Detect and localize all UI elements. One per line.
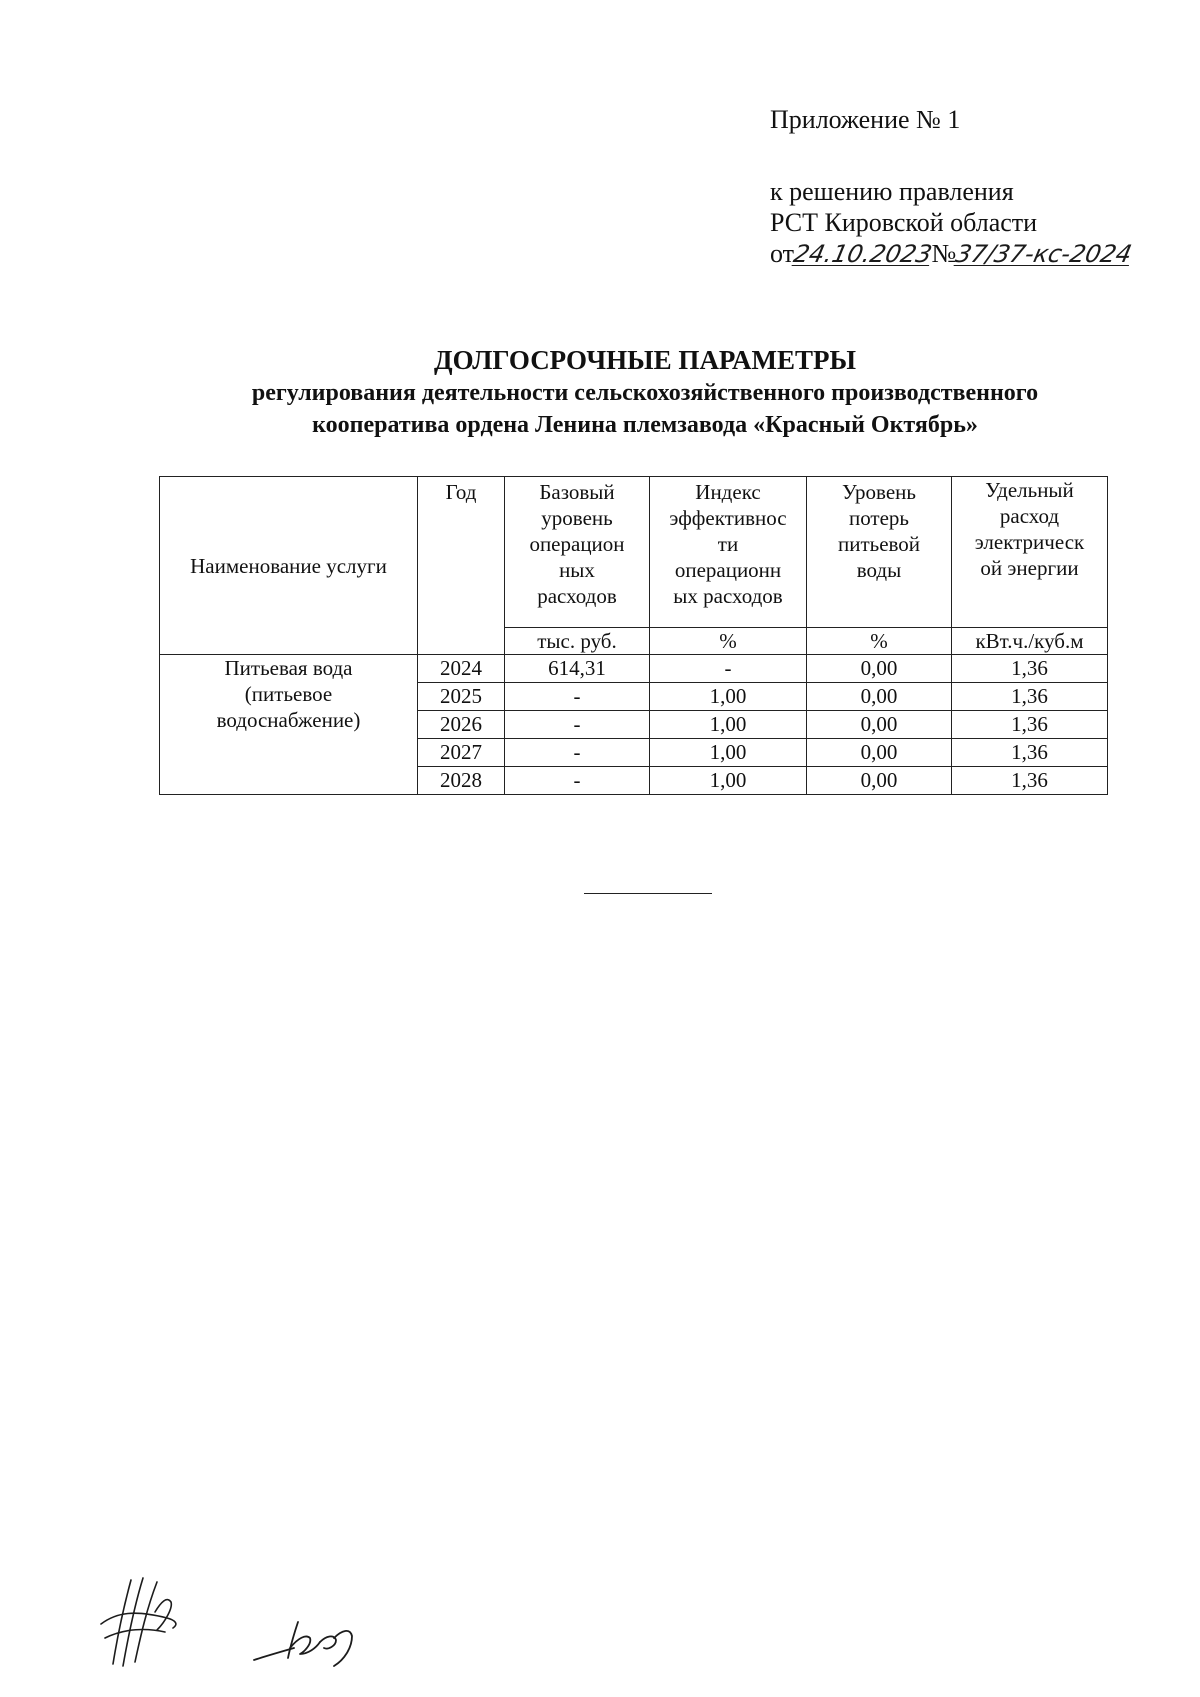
cell-index: - bbox=[650, 655, 807, 683]
signature-right bbox=[250, 1608, 370, 1668]
cell-loss: 0,00 bbox=[807, 655, 952, 683]
cell-loss: 0,00 bbox=[807, 683, 952, 711]
number-prefix: № bbox=[931, 239, 957, 268]
unit-base-costs: тыс. руб. bbox=[505, 628, 650, 655]
parameters-table bbox=[159, 476, 1108, 795]
unit-efficiency-index: % bbox=[650, 628, 807, 655]
cell-energy: 1,36 bbox=[952, 683, 1108, 711]
header-efficiency-index: Индекс эффективнос ти операционн ых расходов bbox=[650, 477, 807, 628]
signature-left bbox=[95, 1572, 185, 1672]
cell-index: 1,00 bbox=[650, 711, 807, 739]
unit-energy: кВт.ч./куб.м bbox=[952, 628, 1108, 655]
cell-loss: 0,00 bbox=[807, 739, 952, 767]
cell-energy: 1,36 bbox=[952, 655, 1108, 683]
appendix-label: Приложение № 1 bbox=[770, 105, 961, 134]
end-divider bbox=[584, 893, 712, 894]
title-line-2: регулирования деятельности сельскохозяйственного производственного bbox=[251, 380, 1039, 406]
decision-reference bbox=[770, 176, 1135, 270]
unit-loss-level: % bbox=[807, 628, 952, 655]
cell-year: 2027 bbox=[418, 739, 505, 767]
handwritten-date: 24.10.2023 bbox=[791, 240, 935, 268]
cell-loss: 0,00 bbox=[807, 767, 952, 795]
table-row bbox=[160, 655, 1108, 683]
cell-year: 2025 bbox=[418, 683, 505, 711]
table-header-row bbox=[160, 477, 1108, 628]
cell-loss: 0,00 bbox=[807, 711, 952, 739]
cell-base: - bbox=[505, 739, 650, 767]
cell-index: 1,00 bbox=[650, 767, 807, 795]
cell-base: - bbox=[505, 711, 650, 739]
cell-year: 2028 bbox=[418, 767, 505, 795]
header-year: Год bbox=[418, 477, 505, 655]
cell-energy: 1,36 bbox=[952, 767, 1108, 795]
cell-index: 1,00 bbox=[650, 739, 807, 767]
service-name-cell: Питьевая вода (питьевое водоснабжение) bbox=[160, 655, 418, 795]
cell-energy: 1,36 bbox=[952, 739, 1108, 767]
header-base-costs: Базовый уровень операцион ных расходов bbox=[505, 477, 650, 628]
title-line-3: кооператива ордена Ленина племзавода «Красный Октябрь» bbox=[312, 412, 978, 438]
cell-energy: 1,36 bbox=[952, 711, 1108, 739]
title-main: ДОЛГОСРОЧНЫЕ ПАРАМЕТРЫ bbox=[434, 345, 856, 375]
header-energy: Удельный расход электрическ ой энергии bbox=[952, 477, 1108, 628]
cell-base: - bbox=[505, 767, 650, 795]
cell-base: 614,31 bbox=[505, 655, 650, 683]
decision-date-number bbox=[770, 238, 1135, 270]
cell-index: 1,00 bbox=[650, 683, 807, 711]
decision-line-1: к решению правления bbox=[770, 177, 1014, 206]
document-title bbox=[120, 343, 1170, 441]
date-prefix: от bbox=[770, 239, 795, 268]
header-service-name: Наименование услуги bbox=[160, 477, 418, 655]
cell-year: 2024 bbox=[418, 655, 505, 683]
decision-line-2: РСТ Кировской области bbox=[770, 208, 1038, 237]
cell-base: - bbox=[505, 683, 650, 711]
cell-year: 2026 bbox=[418, 711, 505, 739]
handwritten-number: 37/37-кс-2024 bbox=[953, 240, 1135, 268]
header-loss-level: Уровень потерь питьевой воды bbox=[807, 477, 952, 628]
